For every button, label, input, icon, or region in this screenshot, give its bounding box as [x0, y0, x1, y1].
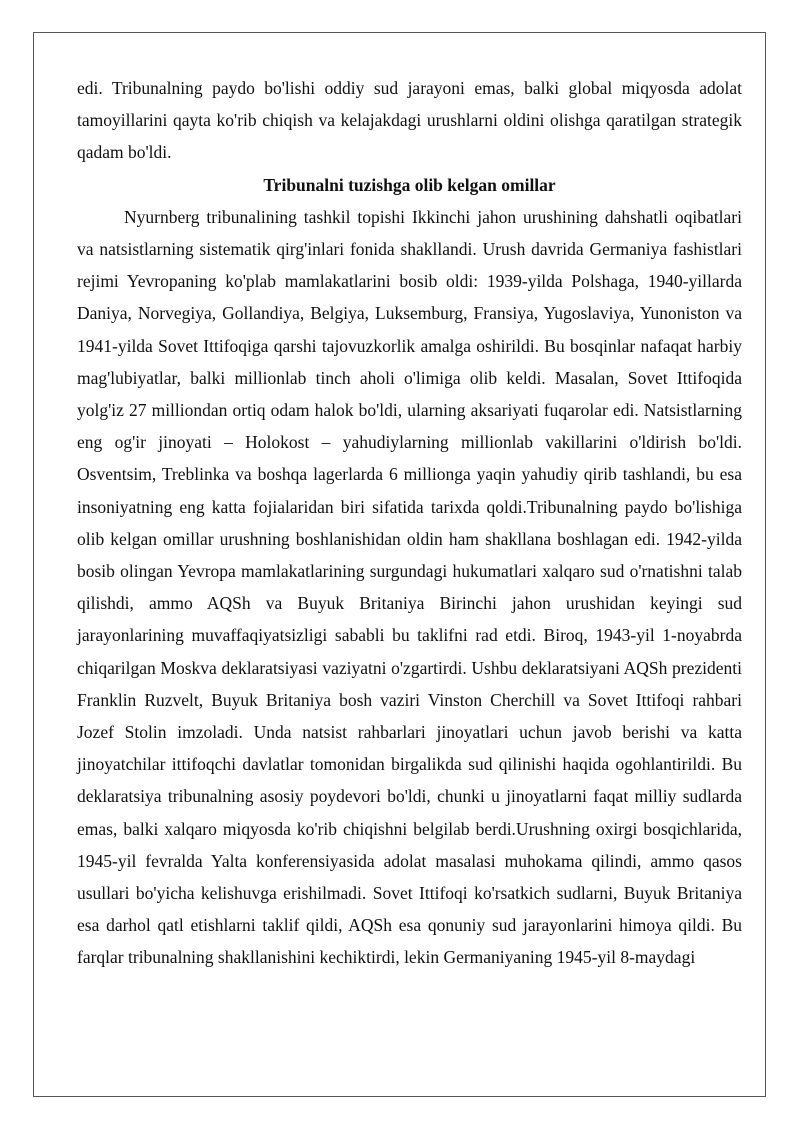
paragraph-main: Nyurnberg tribunalining tashkil topishi Ikkinchi jahon urushining dahshatli oqibatlari va natsistlarning sistematik qirg'inlari fonida shakllandi. Urush davrida Germaniya fashistlari rejimi Yevropaning ko'plab mamlakatlarini bosib oldi: 1939-yilda Polshaga, 1940-yillarda Daniya, Norvegiya, Gollandiya, Belgiya, Luksemburg, Fransiya, Yugoslaviya, Yunoniston va 1941-yilda Sovet Ittifoqiga qarshi tajovuzkorlik amalga oshirildi. Bu bosqinlar nafaqat harbiy mag'lubiyatlar, balki millionlab tinch aholi o'limiga olib keldi. Masalan, Sovet Ittifoqida yolg'iz 27 milliondan ortiq odam halok bo'ldi, ularning aksariyati fuqarolar edi. Natsistlarning eng og'ir jinoyati – Holokost – yahudiylarning millionlab vakillarini o'ldirish bo'ldi. Osventsim, Treblinka va boshqa lagerlarda 6 millionga yaqin yahudiy qirib tashlandi, bu esa insoniyatning eng katta fojialaridan biri sifatida tarixda qoldi.Tribunalning paydo bo'lishiga olib kelgan omillar urushning boshlanishidan oldin ham shakllana boshlagan edi. 1942-yilda bosib olingan Yevropa mamlakatlarining surgundagi hukumatlari xalqaro sud o'rnatishni talab qilishdi, ammo AQSh va Buyuk Britaniya Birinchi jahon urushidan keyingi sud jarayonlarining muvaffaqiyatsizligi sababli bu taklifni rad etdi. Biroq, 1943-yil 1-noyabrda chiqarilgan Moskva deklaratsiyasi vaziyatni o'zgartirdi. Ushbu deklaratsiyani AQSh prezidenti Franklin Ruzvelt, Buyuk Britaniya bosh vaziri Vinston Cherchill va Sovet Ittifoqi rahbari Jozef Stolin imzoladi. Unda natsist rahbarlari jinoyatlari uchun javob berishi va katta jinoyatchilar ittifoqchi davlatlar tomonidan birgalikda sud qilinishi haqida ogohlantirildi. Bu deklaratsiya tribunalning asosiy poydevori bo'ldi, chunki u jinoyatlarni faqat milliy sudlarda emas, balki xalqaro miqyosda ko'rib chiqishni belgilab berdi.Urushning oxirgi bosqichlarida, 1945-yil fevralda Yalta konferensiyasida adolat masalasi muhokama qilindi, ammo qasos usullari bo'yicha kelishuvga erishilmadi. Sovet Ittifoqi ko'rsatkich sudlarni, Buyuk Britaniya esa darhol qatl etishlarni taklif qildi, AQSh esa qonuniy sud jarayonlarini himoya qildi. Bu farqlar tribunalning shakllanishini kechiktirdi, lekin Germaniyaning 1945-yil 8-maydagi	[77, 206, 742, 968]
section-heading: Tribunalni tuzishga olib kelgan omillar	[263, 174, 556, 195]
document-body	[77, 72, 742, 974]
paragraph-intro: edi. Tribunalning paydo bo'lishi oddiy sud jarayoni emas, balki global miqyosda adolat tamoyillarini qayta ko'rib chiqish va kelajakdagi urushlarni oldini olishga qaratilgan strategik qadam bo'ldi.	[77, 78, 742, 163]
